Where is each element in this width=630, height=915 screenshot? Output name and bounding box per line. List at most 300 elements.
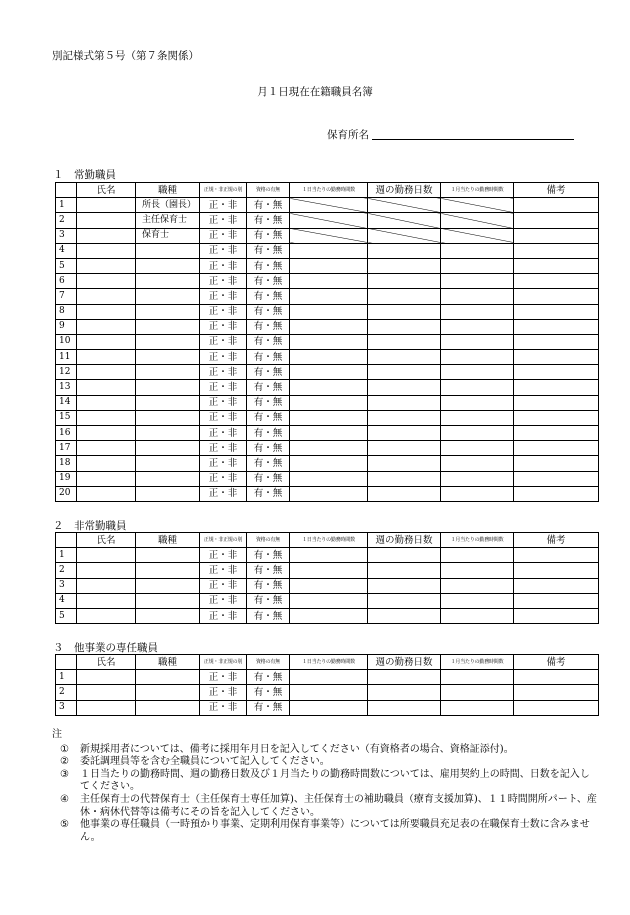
days-per-week-cell[interactable] bbox=[368, 471, 441, 486]
note-marker: ⑤ bbox=[60, 819, 69, 831]
table-row bbox=[56, 700, 599, 715]
job-cell[interactable] bbox=[136, 471, 200, 486]
row-number: 1 bbox=[56, 548, 77, 563]
name-cell[interactable] bbox=[77, 471, 136, 486]
job-cell[interactable] bbox=[136, 319, 200, 334]
qualification-cell[interactable]: 有・無 bbox=[247, 258, 290, 273]
employment-type-cell[interactable]: 正・非 bbox=[200, 471, 247, 486]
form-id: 別記様式第５号（第７条関係） bbox=[52, 50, 199, 62]
employment-type-cell[interactable]: 正・非 bbox=[200, 685, 247, 700]
job-cell[interactable] bbox=[136, 274, 200, 289]
table-row bbox=[56, 319, 599, 334]
remarks-cell[interactable] bbox=[514, 395, 599, 410]
remarks-cell[interactable] bbox=[514, 380, 599, 395]
name-cell[interactable] bbox=[77, 289, 136, 304]
header-days_week: 週の勤務日数 bbox=[368, 533, 441, 548]
job-cell[interactable] bbox=[136, 608, 200, 623]
hours-per-month-cell[interactable] bbox=[441, 334, 514, 349]
table-row bbox=[56, 274, 599, 289]
days-per-week-cell[interactable] bbox=[368, 670, 441, 685]
hours-per-day-cell[interactable] bbox=[290, 228, 368, 243]
row-number: 5 bbox=[56, 608, 77, 623]
remarks-cell[interactable] bbox=[514, 700, 599, 715]
table-row bbox=[56, 228, 599, 243]
name-cell[interactable] bbox=[77, 578, 136, 593]
remarks-cell[interactable] bbox=[514, 319, 599, 334]
header-qual: 資格の有無 bbox=[247, 533, 290, 548]
qualification-cell[interactable]: 有・無 bbox=[247, 213, 290, 228]
days-per-week-cell[interactable] bbox=[368, 334, 441, 349]
name-cell[interactable] bbox=[77, 670, 136, 685]
days-per-week-cell[interactable] bbox=[368, 486, 441, 501]
hours-per-day-cell[interactable] bbox=[290, 304, 368, 319]
hours-per-day-cell[interactable] bbox=[290, 213, 368, 228]
remarks-cell[interactable] bbox=[514, 304, 599, 319]
job-cell[interactable] bbox=[136, 486, 200, 501]
employment-type-cell[interactable]: 正・非 bbox=[200, 395, 247, 410]
table-row bbox=[56, 243, 599, 258]
name-cell[interactable] bbox=[77, 548, 136, 563]
qualification-cell[interactable]: 有・無 bbox=[247, 243, 290, 258]
hours-per-day-cell[interactable] bbox=[290, 700, 368, 715]
qualification-cell[interactable]: 有・無 bbox=[247, 350, 290, 365]
name-cell[interactable] bbox=[77, 456, 136, 471]
row-number: 19 bbox=[56, 471, 77, 486]
hours-per-month-cell[interactable] bbox=[441, 274, 514, 289]
remarks-cell[interactable] bbox=[514, 456, 599, 471]
job-cell[interactable] bbox=[136, 350, 200, 365]
qualification-cell[interactable]: 有・無 bbox=[247, 395, 290, 410]
nursery-name-field[interactable] bbox=[372, 139, 574, 140]
name-cell[interactable] bbox=[77, 395, 136, 410]
notes-heading: 注 bbox=[52, 729, 62, 740]
remarks-cell[interactable] bbox=[514, 334, 599, 349]
qualification-cell[interactable]: 有・無 bbox=[247, 274, 290, 289]
job-cell[interactable] bbox=[136, 304, 200, 319]
days-per-week-cell[interactable] bbox=[368, 608, 441, 623]
hours-per-month-cell[interactable] bbox=[441, 700, 514, 715]
note-marker: ① bbox=[60, 743, 69, 755]
job-cell[interactable] bbox=[136, 548, 200, 563]
days-per-week-cell[interactable] bbox=[368, 380, 441, 395]
header-row bbox=[56, 533, 599, 548]
hours-per-day-cell[interactable] bbox=[290, 563, 368, 578]
table-row bbox=[56, 380, 599, 395]
job-cell[interactable]: 所長（園長） bbox=[136, 198, 200, 213]
hours-per-day-cell[interactable] bbox=[290, 441, 368, 456]
header-no bbox=[56, 533, 77, 548]
qualification-cell[interactable]: 有・無 bbox=[247, 304, 290, 319]
table-row bbox=[56, 213, 599, 228]
table-row bbox=[56, 578, 599, 593]
name-cell[interactable] bbox=[77, 319, 136, 334]
section-title-fulltime: １ 常勤職員 bbox=[53, 169, 116, 181]
job-cell[interactable]: 保育士 bbox=[136, 228, 200, 243]
remarks-cell[interactable] bbox=[514, 441, 599, 456]
qualification-cell[interactable]: 有・無 bbox=[247, 700, 290, 715]
employment-type-cell[interactable]: 正・非 bbox=[200, 441, 247, 456]
qualification-cell[interactable]: 有・無 bbox=[247, 670, 290, 685]
hours-per-month-cell[interactable] bbox=[441, 243, 514, 258]
days-per-week-cell[interactable] bbox=[368, 410, 441, 425]
table-row bbox=[56, 258, 599, 273]
days-per-week-cell[interactable] bbox=[368, 593, 441, 608]
employment-type-cell[interactable]: 正・非 bbox=[200, 426, 247, 441]
row-number: 13 bbox=[56, 380, 77, 395]
remarks-cell[interactable] bbox=[514, 228, 599, 243]
hours-per-day-cell[interactable] bbox=[290, 578, 368, 593]
qualification-cell[interactable]: 有・無 bbox=[247, 456, 290, 471]
note-item bbox=[52, 794, 597, 819]
remarks-cell[interactable] bbox=[514, 608, 599, 623]
remarks-cell[interactable] bbox=[514, 471, 599, 486]
header-no bbox=[56, 183, 77, 198]
days-per-week-cell[interactable] bbox=[368, 213, 441, 228]
notes bbox=[52, 729, 597, 844]
employment-type-cell[interactable]: 正・非 bbox=[200, 243, 247, 258]
table-row bbox=[56, 304, 599, 319]
job-cell[interactable] bbox=[136, 395, 200, 410]
row-number: 5 bbox=[56, 258, 77, 273]
note-text: 委託調理員等を含む全職員について記入してください。 bbox=[80, 756, 330, 768]
qualification-cell[interactable]: 有・無 bbox=[247, 441, 290, 456]
job-cell[interactable] bbox=[136, 441, 200, 456]
employment-type-cell[interactable]: 正・非 bbox=[200, 670, 247, 685]
remarks-cell[interactable] bbox=[514, 548, 599, 563]
job-cell[interactable] bbox=[136, 685, 200, 700]
hours-per-day-cell[interactable] bbox=[290, 319, 368, 334]
hours-per-month-cell[interactable] bbox=[441, 304, 514, 319]
job-cell[interactable] bbox=[136, 426, 200, 441]
note-item bbox=[52, 744, 597, 757]
employment-type-cell[interactable]: 正・非 bbox=[200, 593, 247, 608]
employment-type-cell[interactable]: 正・非 bbox=[200, 380, 247, 395]
hours-per-month-cell[interactable] bbox=[441, 486, 514, 501]
row-number: 17 bbox=[56, 441, 77, 456]
note-text: １日当たりの勤務時間、週の勤務日数及び１月当たりの勤務時間数については、雇用契約上の時間、日数を記入してください。 bbox=[80, 768, 590, 793]
job-cell[interactable]: 主任保育士 bbox=[136, 213, 200, 228]
employment-type-cell[interactable]: 正・非 bbox=[200, 350, 247, 365]
job-cell[interactable] bbox=[136, 410, 200, 425]
row-number: 7 bbox=[56, 289, 77, 304]
employment-type-cell[interactable]: 正・非 bbox=[200, 410, 247, 425]
qualification-cell[interactable]: 有・無 bbox=[247, 471, 290, 486]
hours-per-day-cell[interactable] bbox=[290, 670, 368, 685]
job-cell[interactable] bbox=[136, 365, 200, 380]
job-cell[interactable] bbox=[136, 380, 200, 395]
qualification-cell[interactable]: 有・無 bbox=[247, 563, 290, 578]
employment-type-cell[interactable]: 正・非 bbox=[200, 700, 247, 715]
employment-type-cell[interactable]: 正・非 bbox=[200, 486, 247, 501]
name-cell[interactable] bbox=[77, 258, 136, 273]
name-cell[interactable] bbox=[77, 426, 136, 441]
qualification-cell[interactable]: 有・無 bbox=[247, 685, 290, 700]
qualification-cell[interactable]: 有・無 bbox=[247, 365, 290, 380]
name-cell[interactable] bbox=[77, 486, 136, 501]
remarks-cell[interactable] bbox=[514, 670, 599, 685]
remarks-cell[interactable] bbox=[514, 350, 599, 365]
name-cell[interactable] bbox=[77, 198, 136, 213]
hours-per-month-cell[interactable] bbox=[441, 548, 514, 563]
name-cell[interactable] bbox=[77, 380, 136, 395]
remarks-cell[interactable] bbox=[514, 213, 599, 228]
days-per-week-cell[interactable] bbox=[368, 685, 441, 700]
row-number: 2 bbox=[56, 563, 77, 578]
employment-type-cell[interactable]: 正・非 bbox=[200, 289, 247, 304]
hours-per-day-cell[interactable] bbox=[290, 548, 368, 563]
remarks-cell[interactable] bbox=[514, 258, 599, 273]
table-row bbox=[56, 365, 599, 380]
employment-type-cell[interactable]: 正・非 bbox=[200, 198, 247, 213]
job-cell[interactable] bbox=[136, 243, 200, 258]
name-cell[interactable] bbox=[77, 563, 136, 578]
nursery-name-label: 保育所名 bbox=[327, 129, 369, 141]
header-remarks: 備考 bbox=[514, 183, 599, 198]
name-cell[interactable] bbox=[77, 350, 136, 365]
row-number: 2 bbox=[56, 685, 77, 700]
hours-per-month-cell[interactable] bbox=[441, 593, 514, 608]
hours-per-day-cell[interactable] bbox=[290, 410, 368, 425]
hours-per-month-cell[interactable] bbox=[441, 456, 514, 471]
row-number: 16 bbox=[56, 426, 77, 441]
job-cell[interactable] bbox=[136, 258, 200, 273]
days-per-week-cell[interactable] bbox=[368, 563, 441, 578]
days-per-week-cell[interactable] bbox=[368, 198, 441, 213]
name-cell[interactable] bbox=[77, 274, 136, 289]
header-remarks: 備考 bbox=[514, 655, 599, 670]
hours-per-month-cell[interactable] bbox=[441, 426, 514, 441]
remarks-cell[interactable] bbox=[514, 289, 599, 304]
name-cell[interactable] bbox=[77, 334, 136, 349]
hours-per-day-cell[interactable] bbox=[290, 685, 368, 700]
days-per-week-cell[interactable] bbox=[368, 700, 441, 715]
hours-per-month-cell[interactable] bbox=[441, 395, 514, 410]
remarks-cell[interactable] bbox=[514, 685, 599, 700]
name-cell[interactable] bbox=[77, 213, 136, 228]
name-cell[interactable] bbox=[77, 410, 136, 425]
employment-type-cell[interactable]: 正・非 bbox=[200, 365, 247, 380]
days-per-week-cell[interactable] bbox=[368, 350, 441, 365]
note-item bbox=[52, 819, 597, 844]
table-row bbox=[56, 563, 599, 578]
days-per-week-cell[interactable] bbox=[368, 426, 441, 441]
job-cell[interactable] bbox=[136, 289, 200, 304]
name-cell[interactable] bbox=[77, 593, 136, 608]
days-per-week-cell[interactable] bbox=[368, 228, 441, 243]
days-per-week-cell[interactable] bbox=[368, 258, 441, 273]
employment-type-cell[interactable]: 正・非 bbox=[200, 258, 247, 273]
remarks-cell[interactable] bbox=[514, 486, 599, 501]
row-number: 1 bbox=[56, 198, 77, 213]
hours-per-month-cell[interactable] bbox=[441, 198, 514, 213]
row-number: 8 bbox=[56, 304, 77, 319]
days-per-week-cell[interactable] bbox=[368, 243, 441, 258]
hours-per-day-cell[interactable] bbox=[290, 243, 368, 258]
header-row bbox=[56, 655, 599, 670]
remarks-cell[interactable] bbox=[514, 563, 599, 578]
row-number: 3 bbox=[56, 228, 77, 243]
job-cell[interactable] bbox=[136, 456, 200, 471]
row-number: 15 bbox=[56, 410, 77, 425]
employment-type-cell[interactable]: 正・非 bbox=[200, 456, 247, 471]
job-cell[interactable] bbox=[136, 334, 200, 349]
qualification-cell[interactable]: 有・無 bbox=[247, 593, 290, 608]
qualification-cell[interactable]: 有・無 bbox=[247, 548, 290, 563]
hours-per-day-cell[interactable] bbox=[290, 395, 368, 410]
days-per-week-cell[interactable] bbox=[368, 365, 441, 380]
days-per-week-cell[interactable] bbox=[368, 274, 441, 289]
remarks-cell[interactable] bbox=[514, 593, 599, 608]
header-days_week: 週の勤務日数 bbox=[368, 183, 441, 198]
table-row bbox=[56, 395, 599, 410]
hours-per-day-cell[interactable] bbox=[290, 380, 368, 395]
table-row bbox=[56, 350, 599, 365]
hours-per-month-cell[interactable] bbox=[441, 350, 514, 365]
row-number: 10 bbox=[56, 334, 77, 349]
name-cell[interactable] bbox=[77, 441, 136, 456]
row-number: 4 bbox=[56, 243, 77, 258]
employment-type-cell[interactable]: 正・非 bbox=[200, 213, 247, 228]
employment-type-cell[interactable]: 正・非 bbox=[200, 578, 247, 593]
employment-type-cell[interactable]: 正・非 bbox=[200, 228, 247, 243]
days-per-week-cell[interactable] bbox=[368, 289, 441, 304]
page-title: 月１日現在在籍職員名簿 bbox=[257, 86, 373, 98]
qualification-cell[interactable]: 有・無 bbox=[247, 289, 290, 304]
header-hours_month: １月当たりの勤務時間数 bbox=[441, 533, 514, 548]
days-per-week-cell[interactable] bbox=[368, 548, 441, 563]
hours-per-day-cell[interactable] bbox=[290, 350, 368, 365]
employment-type-cell[interactable]: 正・非 bbox=[200, 548, 247, 563]
hours-per-month-cell[interactable] bbox=[441, 563, 514, 578]
hours-per-month-cell[interactable] bbox=[441, 289, 514, 304]
job-cell[interactable] bbox=[136, 700, 200, 715]
hours-per-day-cell[interactable] bbox=[290, 258, 368, 273]
remarks-cell[interactable] bbox=[514, 410, 599, 425]
hours-per-day-cell[interactable] bbox=[290, 365, 368, 380]
hours-per-day-cell[interactable] bbox=[290, 608, 368, 623]
days-per-week-cell[interactable] bbox=[368, 304, 441, 319]
qualification-cell[interactable]: 有・無 bbox=[247, 380, 290, 395]
name-cell[interactable] bbox=[77, 700, 136, 715]
remarks-cell[interactable] bbox=[514, 426, 599, 441]
header-qual: 資格の有無 bbox=[247, 655, 290, 670]
qualification-cell[interactable]: 有・無 bbox=[247, 334, 290, 349]
job-cell[interactable] bbox=[136, 593, 200, 608]
qualification-cell[interactable]: 有・無 bbox=[247, 319, 290, 334]
hours-per-month-cell[interactable] bbox=[441, 608, 514, 623]
name-cell[interactable] bbox=[77, 685, 136, 700]
name-cell[interactable] bbox=[77, 243, 136, 258]
row-number: 18 bbox=[56, 456, 77, 471]
header-type: 正規・非正規の別 bbox=[200, 533, 247, 548]
header-name: 氏名 bbox=[77, 533, 136, 548]
hours-per-day-cell[interactable] bbox=[290, 198, 368, 213]
employment-type-cell[interactable]: 正・非 bbox=[200, 304, 247, 319]
remarks-cell[interactable] bbox=[514, 578, 599, 593]
parttime-staff-table bbox=[55, 532, 599, 624]
header-qual: 資格の有無 bbox=[247, 183, 290, 198]
employment-type-cell[interactable]: 正・非 bbox=[200, 319, 247, 334]
header-type: 正規・非正規の別 bbox=[200, 183, 247, 198]
name-cell[interactable] bbox=[77, 365, 136, 380]
hours-per-month-cell[interactable] bbox=[441, 685, 514, 700]
hours-per-month-cell[interactable] bbox=[441, 380, 514, 395]
name-cell[interactable] bbox=[77, 228, 136, 243]
remarks-cell[interactable] bbox=[514, 365, 599, 380]
hours-per-day-cell[interactable] bbox=[290, 334, 368, 349]
days-per-week-cell[interactable] bbox=[368, 578, 441, 593]
header-job: 職種 bbox=[136, 183, 200, 198]
hours-per-month-cell[interactable] bbox=[441, 410, 514, 425]
hours-per-day-cell[interactable] bbox=[290, 593, 368, 608]
table-row bbox=[56, 456, 599, 471]
header-hours_month: １月当たりの勤務時間数 bbox=[441, 183, 514, 198]
table-row bbox=[56, 198, 599, 213]
qualification-cell[interactable]: 有・無 bbox=[247, 426, 290, 441]
employment-type-cell[interactable]: 正・非 bbox=[200, 563, 247, 578]
qualification-cell[interactable]: 有・無 bbox=[247, 198, 290, 213]
hours-per-day-cell[interactable] bbox=[290, 426, 368, 441]
row-number: 6 bbox=[56, 274, 77, 289]
employment-type-cell[interactable]: 正・非 bbox=[200, 274, 247, 289]
table-row bbox=[56, 289, 599, 304]
hours-per-month-cell[interactable] bbox=[441, 471, 514, 486]
hours-per-month-cell[interactable] bbox=[441, 258, 514, 273]
qualification-cell[interactable]: 有・無 bbox=[247, 228, 290, 243]
employment-type-cell[interactable]: 正・非 bbox=[200, 334, 247, 349]
days-per-week-cell[interactable] bbox=[368, 441, 441, 456]
section-title-other-business: ３ 他事業の専任職員 bbox=[53, 642, 158, 654]
hours-per-month-cell[interactable] bbox=[441, 319, 514, 334]
days-per-week-cell[interactable] bbox=[368, 395, 441, 410]
job-cell[interactable] bbox=[136, 578, 200, 593]
hours-per-day-cell[interactable] bbox=[290, 274, 368, 289]
table-row bbox=[56, 441, 599, 456]
name-cell[interactable] bbox=[77, 608, 136, 623]
hours-per-month-cell[interactable] bbox=[441, 228, 514, 243]
hours-per-day-cell[interactable] bbox=[290, 456, 368, 471]
hours-per-month-cell[interactable] bbox=[441, 365, 514, 380]
employment-type-cell[interactable]: 正・非 bbox=[200, 608, 247, 623]
hours-per-day-cell[interactable] bbox=[290, 471, 368, 486]
qualification-cell[interactable]: 有・無 bbox=[247, 486, 290, 501]
table-row bbox=[56, 593, 599, 608]
note-marker: ③ bbox=[60, 768, 69, 780]
hours-per-day-cell[interactable] bbox=[290, 486, 368, 501]
hours-per-month-cell[interactable] bbox=[441, 670, 514, 685]
job-cell[interactable] bbox=[136, 563, 200, 578]
hours-per-month-cell[interactable] bbox=[441, 213, 514, 228]
note-text: 主任保育士の代替保育士（主任保育士専任加算)、主任保育士の補助職員（療育支援加算)、１１時間開所パート、産休・病休代替等は備考にその旨を記入してください。 bbox=[80, 793, 597, 818]
other-business-staff-table bbox=[55, 654, 599, 716]
hours-per-month-cell[interactable] bbox=[441, 578, 514, 593]
remarks-cell[interactable] bbox=[514, 274, 599, 289]
name-cell[interactable] bbox=[77, 304, 136, 319]
qualification-cell[interactable]: 有・無 bbox=[247, 608, 290, 623]
hours-per-month-cell[interactable] bbox=[441, 441, 514, 456]
qualification-cell[interactable]: 有・無 bbox=[247, 410, 290, 425]
remarks-cell[interactable] bbox=[514, 243, 599, 258]
remarks-cell[interactable] bbox=[514, 198, 599, 213]
qualification-cell[interactable]: 有・無 bbox=[247, 578, 290, 593]
hours-per-day-cell[interactable] bbox=[290, 289, 368, 304]
header-name: 氏名 bbox=[77, 183, 136, 198]
days-per-week-cell[interactable] bbox=[368, 319, 441, 334]
job-cell[interactable] bbox=[136, 670, 200, 685]
days-per-week-cell[interactable] bbox=[368, 456, 441, 471]
row-number: 12 bbox=[56, 365, 77, 380]
row-number: 1 bbox=[56, 670, 77, 685]
